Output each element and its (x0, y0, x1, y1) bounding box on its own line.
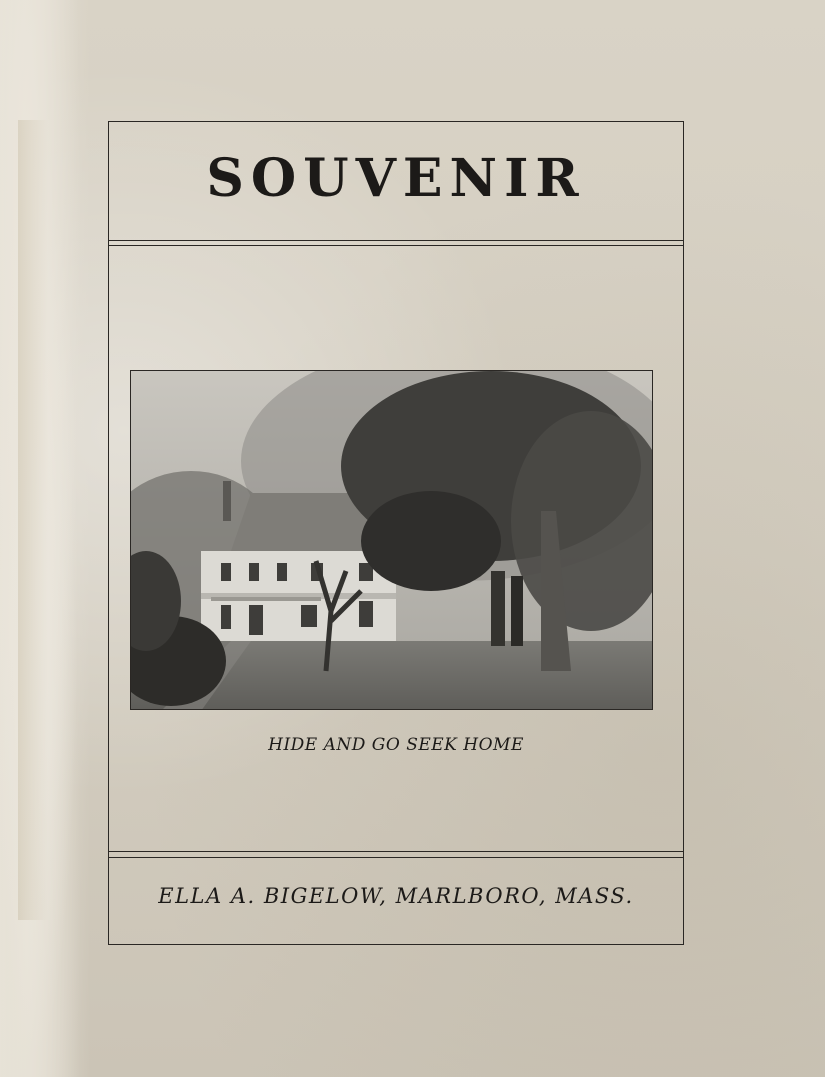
publisher-line: ELLA A. BIGELOW, MARLBORO, MASS. (158, 884, 634, 908)
title-double-rule-top (108, 240, 684, 241)
house-photo-illustration (131, 371, 653, 710)
title-double-rule-bottom (108, 245, 684, 246)
photo-caption: HIDE AND GO SEEK HOME (268, 735, 524, 755)
cover-title: SOUVENIR (206, 148, 586, 209)
footer-double-rule-top (108, 851, 684, 852)
footer-double-rule-bottom (108, 857, 684, 858)
house-photograph (130, 370, 653, 710)
spine-stain (18, 120, 48, 920)
